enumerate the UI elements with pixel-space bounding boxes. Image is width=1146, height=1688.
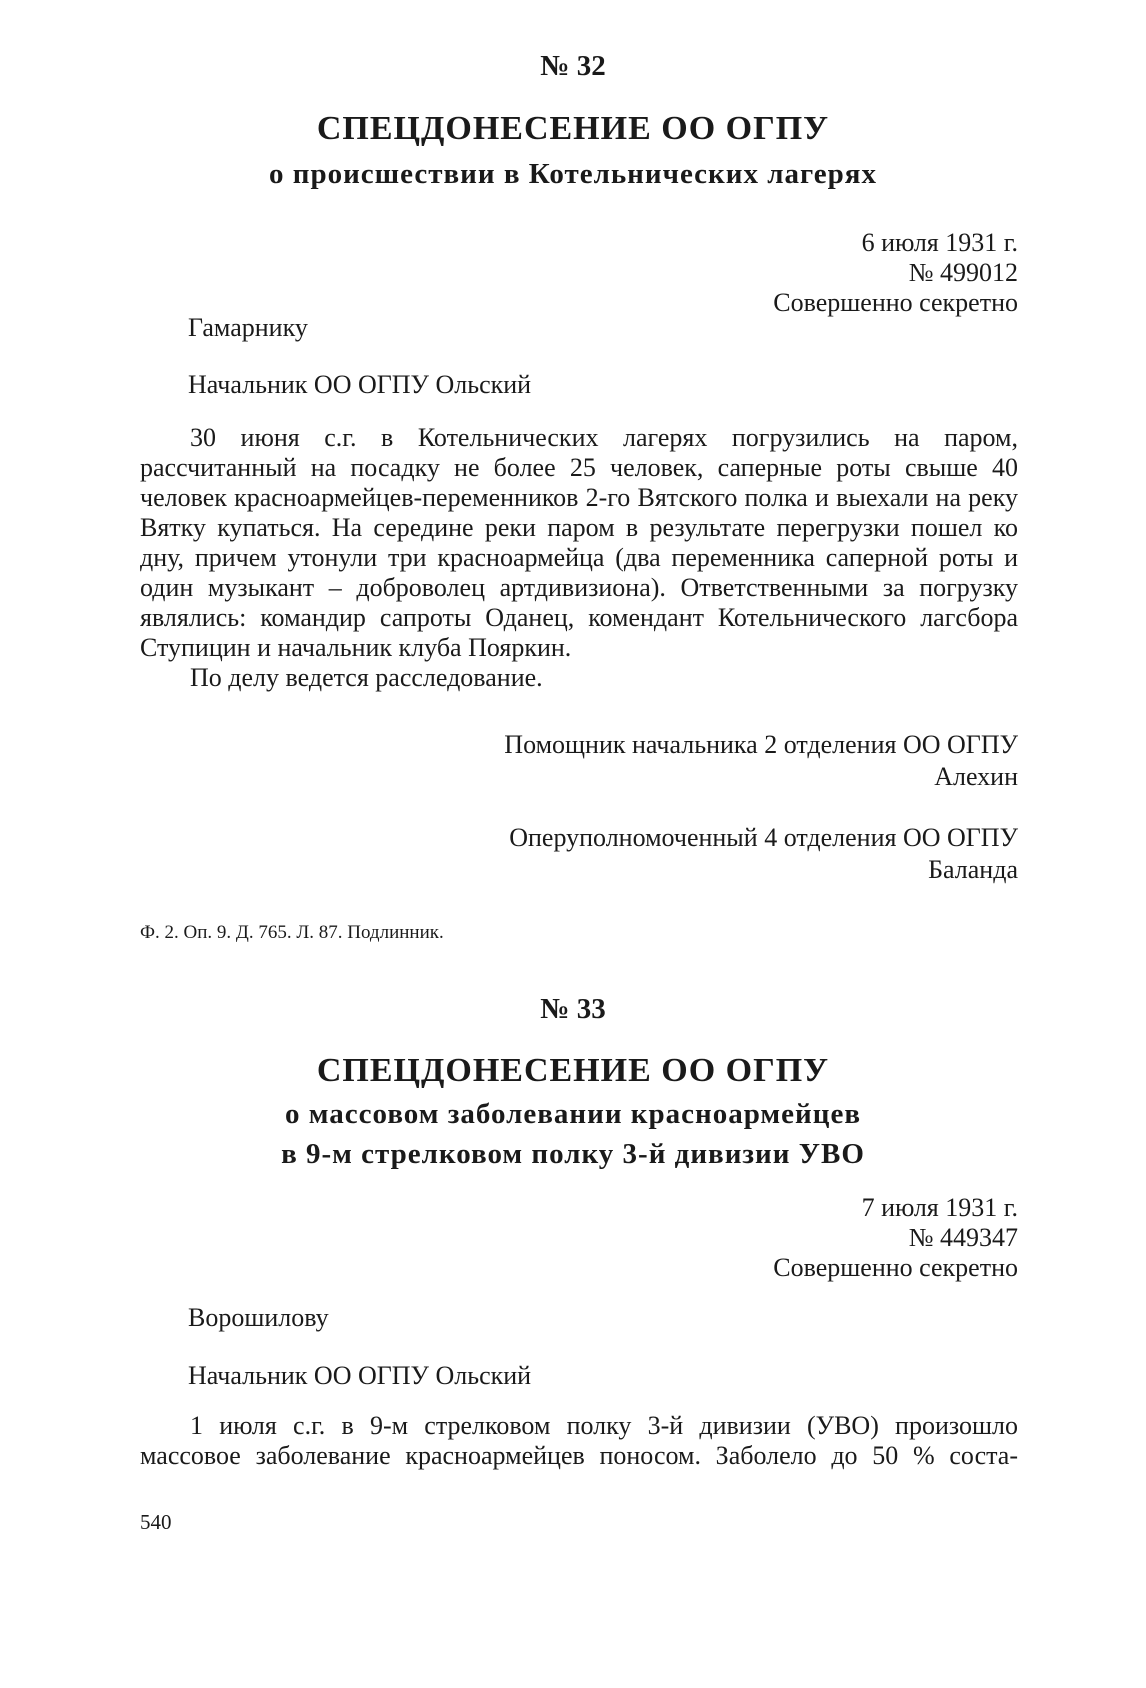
doc33-classification: Совершенно секретно: [773, 1253, 1018, 1282]
doc33-subtitle-line2: в 9-м стрелковом полку 3-й дивизии УВО: [281, 1138, 865, 1170]
doc33-reg-number: № 449347: [908, 1223, 1018, 1252]
doc32-body: [140, 423, 1018, 693]
doc32-title: СПЕЦДОНЕСЕНИЕ ОО ОГПУ: [316, 110, 830, 147]
doc32-body-paragraph: 30 июня с.г. в Котельнических лагерях погрузились на паром, рассчитанный на посадку не более 25 человек, саперные роты свыше 40 человек красноармейцев-переменников 2-го Вятского полка и выехали на реку Вятку купаться. На середине реки паром в результате перегрузки пошел ко дну, причем утонули три красноармейца (два переменника саперной роты и один музыкант – доброволец артдивизиона). Ответственными за погрузку являлись: командир сапроты Оданец, комендант Котельнического лагсбора Ступицин и начальник клуба Пояркин.: [140, 423, 1018, 662]
doc32-body-paragraph: По делу ведется расследование.: [190, 663, 543, 692]
doc32-signature1-position: Помощник начальника 2 отделения ОО ОГПУ: [504, 730, 1018, 759]
page-number: 540: [140, 1510, 172, 1534]
doc32-date: 6 июля 1931 г.: [861, 228, 1018, 257]
doc32-sender: Начальник ОО ОГПУ Ольский: [188, 370, 532, 399]
doc33-body: [140, 1411, 1018, 1471]
doc32-subtitle: о происшествии в Котельнических лагерях: [269, 158, 877, 190]
doc33-addressee: Ворошилову: [188, 1303, 329, 1332]
doc32-signature1-name: Алехин: [934, 762, 1018, 791]
doc32-classification: Совершенно секретно: [773, 288, 1018, 317]
doc33-title: СПЕЦДОНЕСЕНИЕ ОО ОГПУ: [316, 1052, 830, 1089]
doc33-date: 7 июля 1931 г.: [861, 1193, 1018, 1222]
doc32-signature2-position: Оперуполномоченный 4 отделения ОО ОГПУ: [509, 823, 1018, 852]
doc32-number: № 32: [540, 50, 606, 82]
doc32-archive-ref: Ф. 2. Оп. 9. Д. 765. Л. 87. Подлинник.: [140, 922, 444, 943]
doc33-number: № 33: [540, 993, 606, 1025]
doc33-body-paragraph: 1 июля с.г. в 9-м стрелковом полку 3-й дивизии (УВО) произошло массовое заболевание красноармейцев поносом. Заболело до 50 % соста-: [140, 1411, 1018, 1470]
doc32-signature2-name: Баланда: [928, 855, 1018, 884]
doc33-sender: Начальник ОО ОГПУ Ольский: [188, 1361, 532, 1390]
doc33-subtitle-line1: о массовом заболевании красноармейцев: [285, 1098, 861, 1130]
doc32-addressee: Гамарнику: [188, 313, 308, 342]
doc32-reg-number: № 499012: [908, 258, 1018, 287]
